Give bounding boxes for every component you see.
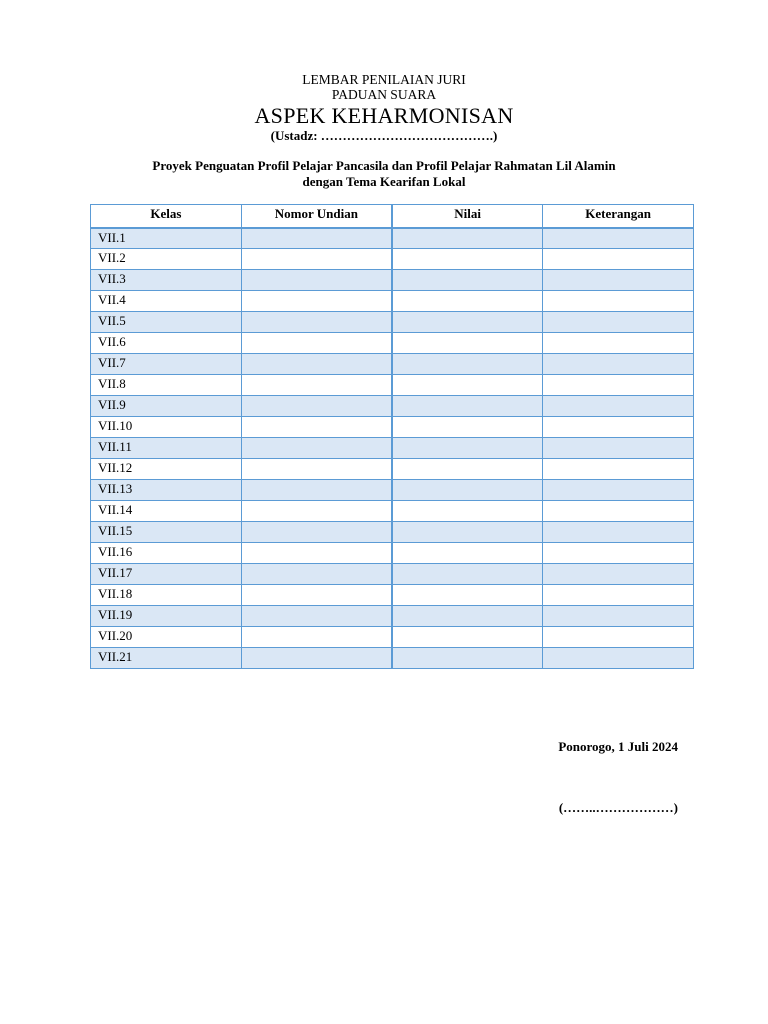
table-row	[91, 480, 694, 501]
cell-nomor-undian[interactable]	[241, 396, 392, 417]
sheet-label: LEMBAR PENILAIAN JURI	[302, 72, 466, 87]
table-row	[91, 501, 694, 522]
cell-nomor-undian[interactable]	[241, 417, 392, 438]
cell-keterangan[interactable]	[543, 564, 694, 585]
cell-keterangan[interactable]	[543, 333, 694, 354]
column-header-nilai: Nilai	[392, 205, 543, 228]
cell-nilai[interactable]	[392, 312, 543, 333]
cell-kelas: VII.16	[91, 543, 242, 564]
cell-kelas: VII.15	[91, 522, 242, 543]
table-row	[91, 333, 694, 354]
cell-nomor-undian[interactable]	[241, 585, 392, 606]
cell-nilai[interactable]	[392, 585, 543, 606]
cell-keterangan[interactable]	[543, 396, 694, 417]
cell-keterangan[interactable]	[543, 501, 694, 522]
cell-nilai[interactable]	[392, 228, 543, 249]
cell-kelas: VII.18	[91, 585, 242, 606]
cell-keterangan[interactable]	[543, 249, 694, 270]
cell-keterangan[interactable]	[543, 543, 694, 564]
cell-kelas: VII.6	[91, 333, 242, 354]
cell-nilai[interactable]	[392, 627, 543, 648]
cell-nomor-undian[interactable]	[241, 333, 392, 354]
place-date: Ponorogo, 1 Juli 2024	[558, 739, 678, 754]
table-row	[91, 291, 694, 312]
signature-name-line: (……..………………)	[558, 800, 678, 815]
cell-keterangan[interactable]	[543, 270, 694, 291]
cell-nilai[interactable]	[392, 270, 543, 291]
cell-kelas: VII.12	[91, 459, 242, 480]
cell-nilai[interactable]	[392, 648, 543, 669]
column-header-kelas: Kelas	[91, 205, 242, 228]
cell-nomor-undian[interactable]	[241, 522, 392, 543]
cell-nilai[interactable]	[392, 333, 543, 354]
cell-nomor-undian[interactable]	[241, 291, 392, 312]
page-title: ASPEK KEHARMONISAN	[254, 103, 514, 128]
cell-nilai[interactable]	[392, 501, 543, 522]
table-row	[91, 375, 694, 396]
table-row	[91, 438, 694, 459]
cell-keterangan[interactable]	[543, 585, 694, 606]
cell-nilai[interactable]	[392, 606, 543, 627]
cell-kelas: VII.8	[91, 375, 242, 396]
score-table	[90, 204, 694, 669]
judge-name-line: (Ustadz: ………………………………….)	[270, 128, 498, 143]
cell-kelas: VII.20	[91, 627, 242, 648]
cell-nomor-undian[interactable]	[241, 249, 392, 270]
cell-nomor-undian[interactable]	[241, 354, 392, 375]
cell-keterangan[interactable]	[543, 480, 694, 501]
cell-keterangan[interactable]	[543, 459, 694, 480]
cell-keterangan[interactable]	[543, 354, 694, 375]
cell-nilai[interactable]	[392, 543, 543, 564]
table-row	[91, 606, 694, 627]
table-row	[91, 396, 694, 417]
cell-keterangan[interactable]	[543, 228, 694, 249]
cell-nilai[interactable]	[392, 249, 543, 270]
cell-kelas: VII.3	[91, 270, 242, 291]
cell-nomor-undian[interactable]	[241, 312, 392, 333]
project-title-line-2: dengan Tema Kearifan Lokal	[302, 174, 466, 189]
cell-nomor-undian[interactable]	[241, 627, 392, 648]
column-header-keterangan: Keterangan	[543, 205, 694, 228]
table-row	[91, 270, 694, 291]
cell-kelas: VII.21	[91, 648, 242, 669]
cell-nomor-undian[interactable]	[241, 375, 392, 396]
cell-kelas: VII.17	[91, 564, 242, 585]
cell-nomor-undian[interactable]	[241, 228, 392, 249]
cell-nilai[interactable]	[392, 438, 543, 459]
table-header-row	[91, 205, 694, 228]
cell-nilai[interactable]	[392, 375, 543, 396]
cell-nilai[interactable]	[392, 522, 543, 543]
column-header-nomor-undian: Nomor Undian	[241, 205, 392, 228]
cell-keterangan[interactable]	[543, 375, 694, 396]
cell-nomor-undian[interactable]	[241, 606, 392, 627]
cell-keterangan[interactable]	[543, 627, 694, 648]
cell-nomor-undian[interactable]	[241, 564, 392, 585]
cell-nilai[interactable]	[392, 417, 543, 438]
cell-keterangan[interactable]	[543, 648, 694, 669]
cell-kelas: VII.5	[91, 312, 242, 333]
cell-nomor-undian[interactable]	[241, 438, 392, 459]
table-row	[91, 228, 694, 249]
cell-nilai[interactable]	[392, 354, 543, 375]
cell-nomor-undian[interactable]	[241, 648, 392, 669]
table-row	[91, 648, 694, 669]
table-row	[91, 417, 694, 438]
cell-kelas: VII.10	[91, 417, 242, 438]
project-title-line-1: Proyek Penguatan Profil Pelajar Pancasila dan Profil Pelajar Rahmatan Lil Alamin	[152, 158, 616, 173]
table-body	[91, 228, 694, 669]
cell-nilai[interactable]	[392, 564, 543, 585]
cell-nomor-undian[interactable]	[241, 459, 392, 480]
cell-nomor-undian[interactable]	[241, 501, 392, 522]
cell-nomor-undian[interactable]	[241, 480, 392, 501]
table-row	[91, 522, 694, 543]
cell-kelas: VII.11	[91, 438, 242, 459]
table-row	[91, 312, 694, 333]
cell-keterangan[interactable]	[543, 417, 694, 438]
cell-nilai[interactable]	[392, 480, 543, 501]
cell-kelas: VII.13	[91, 480, 242, 501]
cell-keterangan[interactable]	[543, 312, 694, 333]
cell-kelas: VII.7	[91, 354, 242, 375]
cell-nilai[interactable]	[392, 396, 543, 417]
cell-kelas: VII.2	[91, 249, 242, 270]
table-row	[91, 249, 694, 270]
cell-nomor-undian[interactable]	[241, 543, 392, 564]
cell-keterangan[interactable]	[543, 291, 694, 312]
event-label: PADUAN SUARA	[331, 87, 437, 102]
cell-kelas: VII.14	[91, 501, 242, 522]
cell-nilai[interactable]	[392, 459, 543, 480]
table-row	[91, 354, 694, 375]
cell-kelas: VII.19	[91, 606, 242, 627]
cell-nilai[interactable]	[392, 291, 543, 312]
cell-keterangan[interactable]	[543, 522, 694, 543]
cell-keterangan[interactable]	[543, 438, 694, 459]
table-row	[91, 564, 694, 585]
cell-keterangan[interactable]	[543, 606, 694, 627]
table-row	[91, 543, 694, 564]
cell-nomor-undian[interactable]	[241, 270, 392, 291]
cell-kelas: VII.4	[91, 291, 242, 312]
table-row	[91, 585, 694, 606]
table-row	[91, 627, 694, 648]
cell-kelas: VII.1	[91, 228, 242, 249]
cell-kelas: VII.9	[91, 396, 242, 417]
table-row	[91, 459, 694, 480]
